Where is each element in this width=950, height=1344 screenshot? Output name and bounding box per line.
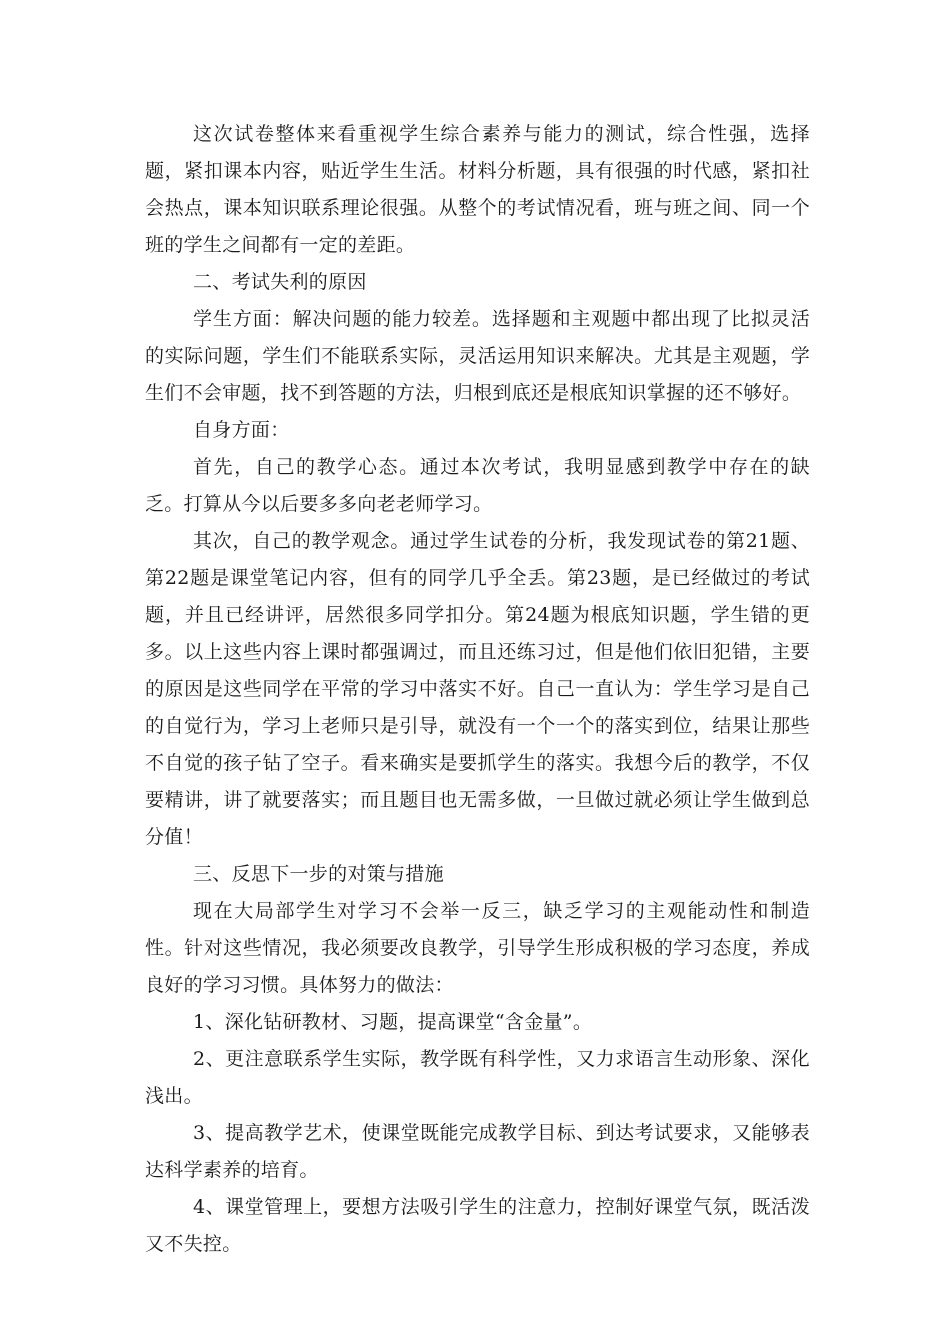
heading-failure-reasons: 二、考试失利的原因 [193, 271, 367, 293]
list-item-1: 1、深化钻研教材、习题，提高课堂“含金量”。 [193, 1011, 593, 1033]
list-item-4: 4、课堂管理上，要想方法吸引学生的注意力，控制好课堂气氛，既活泼又不失控。 [145, 1196, 810, 1255]
paragraph-current-situation: 现在大局部学生对学习不会举一反三，缺乏学习的主观能动性和制造性。针对这些情况，我必须要改良教学，引导学生形成积极的学习态度，养成良好的学习习惯。具体努力的做法： [145, 900, 810, 996]
document-body [145, 116, 810, 1263]
heading-reflection-measures: 三、反思下一步的对策与措施 [193, 863, 444, 885]
list-item-2: 2、更注意联系学生实际，教学既有科学性，又力求语言生动形象、深化浅出。 [145, 1048, 810, 1107]
list-item-3: 3、提高教学艺术，使课堂既能完成教学目标、到达考试要求，又能够表达科学素养的培育。 [145, 1122, 810, 1181]
heading-self-aspect: 自身方面： [193, 419, 290, 441]
paragraph-exam-overview: 这次试卷整体来看重视学生综合素养与能力的测试，综合性强，选择题，紧扣课本内容，贴近学生生活。材料分析题，具有很强的时代感，紧扣社会热点，课本知识联系理论很强。从整个的考试情况看，班与班之间、同一个班的学生之间都有一定的差距。 [145, 123, 810, 256]
paragraph-teaching-mindset: 首先，自己的教学心态。通过本次考试，我明显感到教学中存在的缺乏。打算从今以后要多多向老老师学习。 [145, 456, 810, 515]
paragraph-student-aspect: 学生方面：解决问题的能力较差。选择题和主观题中都出现了比拟灵活的实际问题，学生们不能联系实际，灵活运用知识来解决。尤其是主观题，学生们不会审题，找不到答题的方法，归根到底还是根底知识掌握的还不够好。 [145, 308, 810, 404]
paragraph-teaching-concept: 其次，自己的教学观念。通过学生试卷的分析，我发现试卷的第21题、第22题是课堂笔记内容，但有的同学几乎全丢。第23题，是已经做过的考试题，并且已经讲评，居然很多同学扣分。第24题为根底知识题，学生错的更多。以上这些内容上课时都强调过，而且还练习过，但是他们依旧犯错，主要的原因是这些同学在平常的学习中落实不好。自己一直认为：学生学习是自己的自觉行为，学习上老师只是引导，就没有一个一个的落实到位，结果让那些不自觉的孩子钻了空子。看来确实是要抓学生的落实。我想今后的教学，不仅要精讲，讲了就要落实；而且题目也无需多做，一旦做过就必须让学生做到总分值！ [145, 530, 810, 848]
